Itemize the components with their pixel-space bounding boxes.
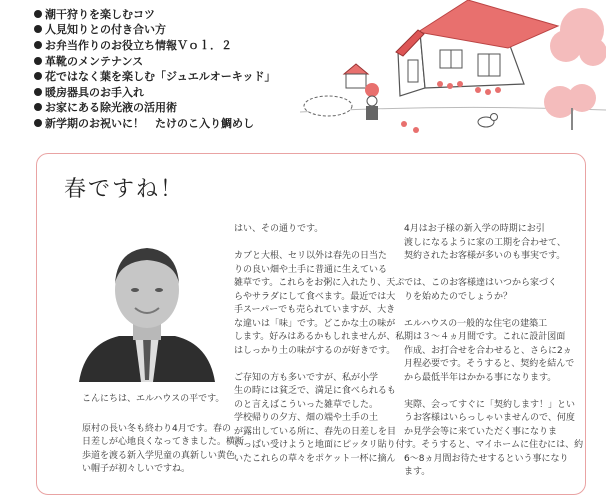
paragraph-line: い帽子が初々しいですね。 bbox=[82, 464, 191, 474]
contents-item[interactable] bbox=[34, 6, 334, 22]
paragraph-line: 日差しが心地良くなってきました。横断 bbox=[82, 437, 245, 447]
portrait-photo bbox=[75, 240, 219, 382]
paragraph-line: な違いは「味」です。どこかな土の味が bbox=[234, 318, 396, 329]
house-illustration bbox=[300, 0, 606, 140]
paragraph-line: エルハウスの一般的な住宅の建築工 bbox=[404, 318, 548, 329]
paragraph-line: 実際、会ってすぐに「契約します！」とい bbox=[404, 399, 576, 410]
bullet-icon bbox=[34, 57, 42, 65]
article-column-2 bbox=[234, 223, 405, 466]
bullet-icon bbox=[34, 25, 42, 33]
contents-list bbox=[34, 6, 334, 131]
contents-item-label: お家にある除光液の活用術 bbox=[45, 101, 177, 115]
paragraph-line: 作成、お打合せを合わせると、さらに2ヵ bbox=[404, 345, 572, 356]
contents-item[interactable] bbox=[34, 115, 334, 131]
photo-caption: こんにちは、エルハウスの平です。 bbox=[82, 394, 225, 404]
contents-item[interactable] bbox=[34, 53, 334, 69]
paragraph-line: から最低半年はかかる事になります。 bbox=[404, 372, 557, 383]
paragraph-line bbox=[404, 304, 583, 318]
article-column-3 bbox=[404, 223, 583, 480]
paragraph-line: うお客様はいらっしゃいませんので、何度 bbox=[404, 413, 575, 423]
tree-icon bbox=[550, 8, 606, 66]
bullet-icon bbox=[34, 103, 42, 111]
paragraph-line: 原村の長い冬も終わり4月です。春の bbox=[82, 423, 232, 434]
contents-item-label: 暖房器具のお手入れ bbox=[45, 85, 144, 99]
paragraph-line bbox=[404, 385, 583, 399]
contents-item-label: 花ではなく葉を楽しむ「ジュエルオーキッド」 bbox=[45, 70, 276, 84]
paragraph-line: では、このお客様達はいつから家づく bbox=[404, 278, 558, 288]
contents-item[interactable] bbox=[34, 68, 334, 84]
paragraph-line: す。そうすると、マイホームに住むには、約 bbox=[404, 440, 584, 450]
paragraph-line: が露出している所に、春先の日差しを目 bbox=[234, 426, 397, 437]
paragraph-line: いたこれらの草々をポケット一杯に摘ん bbox=[234, 453, 396, 464]
paragraph-line: りの良い畑や土手に普通に生えている bbox=[234, 264, 388, 275]
contents-item-label: お弁当作りのお役立ち情報Ｖｏｌ．２ bbox=[45, 38, 232, 52]
paragraph-line: か見学会等に来ていただく事になりま bbox=[404, 426, 558, 437]
bullet-icon bbox=[34, 41, 42, 49]
paragraph-line: のと言えばこういった雑草でした。 bbox=[234, 399, 379, 410]
paragraph-line: カブと大根、セリ以外は春先の日当た bbox=[234, 251, 388, 261]
paragraph-line bbox=[82, 409, 244, 423]
paragraph-line bbox=[234, 358, 405, 372]
paragraph-line: 歩道を渡る新入学児童の真新しい黄色 bbox=[82, 450, 236, 461]
bullet-icon bbox=[34, 10, 42, 18]
paragraph-line: 月程必要です。そうすると、契約を結んで bbox=[404, 359, 575, 369]
paragraph-line bbox=[234, 237, 405, 251]
paragraph-line: 手スーパーでも売られていますが、大き bbox=[234, 305, 396, 315]
paragraph-line: 渡しになるように家の工期を合わせて、 bbox=[404, 237, 566, 248]
paragraph-line: いっぱい受けようと地面にピッタリ貼り付 bbox=[234, 440, 405, 450]
contents-item-label: 人見知りとの付き合い方 bbox=[45, 23, 166, 37]
paragraph-line: はい、その通りです。 bbox=[234, 224, 324, 234]
article-title: 春ですね！ bbox=[64, 177, 185, 202]
paragraph-line bbox=[404, 264, 583, 278]
contents-item[interactable] bbox=[34, 84, 334, 100]
contents-item[interactable] bbox=[34, 37, 334, 53]
article-column-1 bbox=[82, 409, 244, 477]
paragraph-line: します。好みはあるかもしれませんが、私 bbox=[234, 332, 405, 342]
contents-item[interactable] bbox=[34, 22, 334, 38]
paragraph-line: 生の時には貧乏で、満足に食べられるも bbox=[234, 386, 396, 396]
paragraph-line: 4月はお子様の新入学の時期にお引 bbox=[404, 224, 545, 234]
paragraph-line: ご存知の方も多いですが、私が小学 bbox=[234, 372, 379, 383]
contents-item-label: 潮干狩りを楽しむコツ bbox=[45, 7, 155, 21]
tree-icon bbox=[544, 84, 596, 130]
paragraph-line: 学校帰りの夕方、畑の端や土手の土 bbox=[234, 413, 379, 423]
paragraph-line: 6～8ヵ月間お待たせするという事になり bbox=[404, 453, 569, 464]
bullet-icon bbox=[34, 88, 42, 96]
paragraph-line: りを始めたのでしょうか？ bbox=[404, 291, 513, 302]
paragraph-line: はしっかり土の味がするのが好きです。 bbox=[234, 345, 396, 356]
bullet-icon bbox=[34, 72, 42, 80]
paragraph-line: 期は３～４ヵ月間です。これに設計図面 bbox=[404, 332, 566, 342]
paragraph-line: 雑草です。これらをお粥に入れたり、天ぷ bbox=[234, 278, 405, 288]
paragraph-line: ます。 bbox=[404, 467, 431, 477]
bullet-icon bbox=[34, 119, 42, 127]
contents-item[interactable] bbox=[34, 100, 334, 116]
paragraph-line: 契約されたお客様が多いのも事実です。 bbox=[404, 251, 566, 261]
contents-item-label: 革靴のメンテナンス bbox=[45, 54, 144, 68]
contents-item-label: 新学期のお祝いに！ たけのこ入り鯛めし bbox=[45, 116, 254, 130]
paragraph-line: らやサラダにして食べます。最近では大 bbox=[234, 291, 396, 302]
